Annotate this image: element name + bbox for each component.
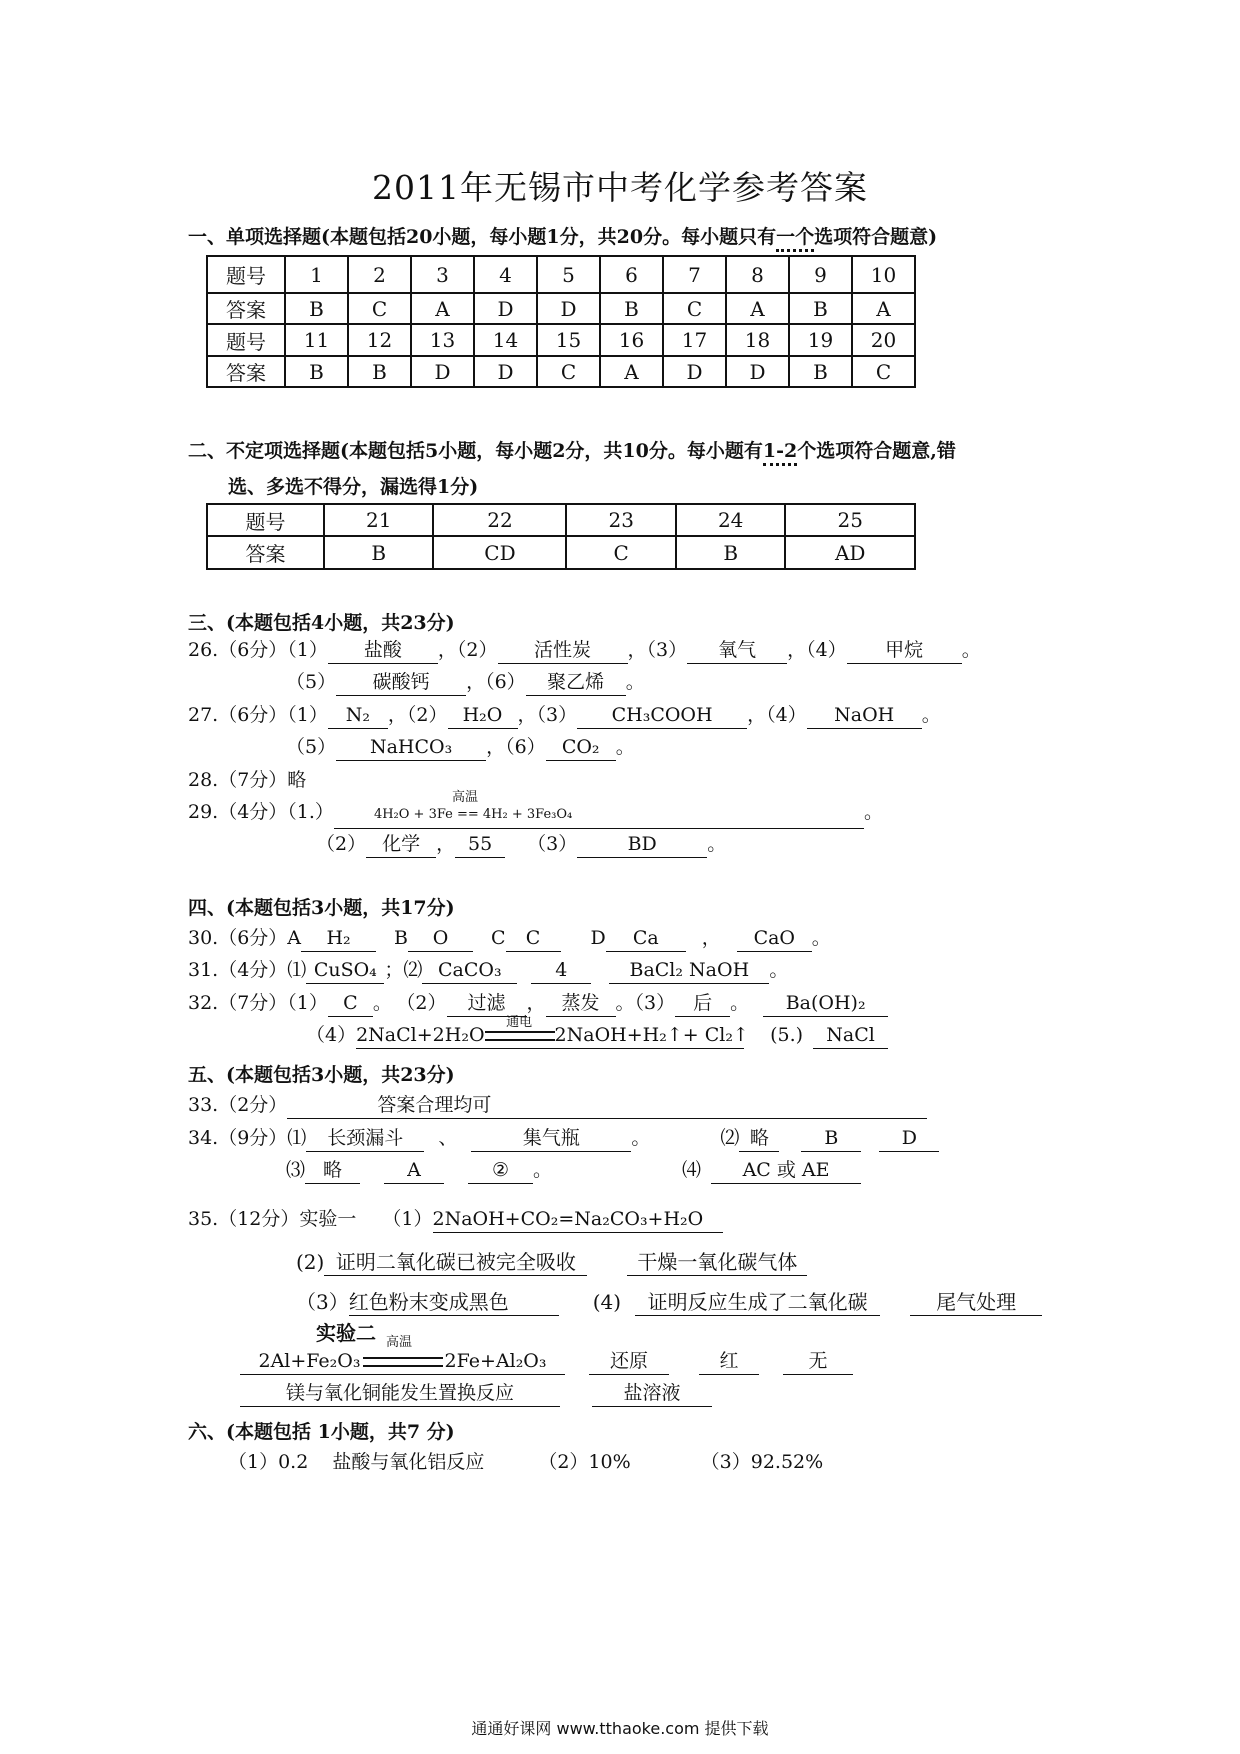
section1-heading-pre: 一、单项选择题(本题包括20小题，每小题1分，共20分。每小题只有 [188, 226, 777, 248]
answer-row-cell: D [474, 356, 537, 387]
answer-row-cell: B [348, 356, 411, 387]
section4-q32-s4: （4） [306, 1024, 357, 1046]
section3-q27-end2: 。 [615, 736, 635, 758]
section4-q32-eq-right: 2NaOH+H₂↑+ Cl₂↑ [554, 1024, 749, 1046]
question-28: 28.（7分）略 [188, 769, 307, 791]
answer-29-1 [334, 790, 864, 829]
answer-34-4: B [801, 1125, 861, 1152]
section4-q30-d: D [590, 927, 606, 949]
section5-q35-s3: （3） [296, 1290, 349, 1314]
section5-q35-cond: 高温 [386, 1335, 413, 1350]
answer-32-1: C [328, 990, 373, 1017]
answer-27-3: CH₃COOH [577, 702, 747, 729]
answer-34-2: 集气瓶 [471, 1125, 631, 1152]
section5-q34-end: 。 [631, 1127, 651, 1149]
answer-30-a: H₂ [301, 925, 376, 952]
answer-row-label: 答案 [207, 536, 324, 569]
answer-27-2: H₂O [448, 702, 518, 729]
answer-34-6: 略 [305, 1157, 360, 1184]
question-number-row-cell: 21 [324, 504, 433, 536]
section4-q32-sep: ， [526, 992, 546, 1014]
answer-27-5: NaHCO₃ [336, 734, 486, 761]
section6-s3: （3）92.52% [700, 1451, 824, 1473]
section4-q30-end: 。 [811, 927, 831, 949]
answer-row-cell: CD [433, 536, 566, 569]
answer-row-cell: A [411, 293, 474, 324]
answer-row-cell: AD [785, 536, 915, 569]
answer-row-cell: B [285, 356, 348, 387]
section3-q27-s3: ，（3） [517, 704, 578, 726]
answer-row-cell: A [852, 293, 915, 324]
section4-q32-s5: (5.) [770, 1024, 804, 1046]
question-number-row [207, 504, 915, 536]
question-number-row-cell: 9 [789, 256, 852, 293]
question-number-row-cell: 16 [600, 324, 663, 356]
answer-35-11: 镁与氧化铜能发生置换反应 [240, 1380, 560, 1407]
answer-row-cell: D [663, 356, 726, 387]
section5-q35-eq-left: 2Al+Fe₂O₃ [258, 1350, 361, 1372]
answer-32-5: Ba(OH)₂ [763, 990, 888, 1017]
question-number-row-cell: 10 [852, 256, 915, 293]
question-number-row-cell: 13 [411, 324, 474, 356]
section3-q26-label: 26.（6分）（1） [188, 639, 328, 661]
reaction-equals-sign-2 [363, 1357, 443, 1367]
section4-q32-end3: 。 [730, 992, 750, 1014]
section3-q27-s6: ，（6） [486, 736, 546, 758]
section3-q29-sep: ， [436, 833, 456, 855]
section2-answer-table [206, 503, 916, 570]
question-number-row-label: 题号 [207, 504, 324, 536]
section3-q26-s4: ，（4） [787, 639, 847, 661]
question-number-row-cell: 17 [663, 324, 726, 356]
section3-q29-end: 。 [863, 801, 883, 823]
question-27 [188, 700, 941, 730]
answer-35-5: 证明反应生成了二氧化碳 [635, 1289, 880, 1316]
section5-q34-end2: 。 [533, 1159, 553, 1181]
section3-q26-end2: 。 [625, 671, 645, 693]
answer-32-4: 后 [675, 990, 730, 1017]
question-32 [188, 988, 888, 1018]
question-35-2 [296, 1247, 807, 1277]
answer-35-7 [240, 1348, 565, 1375]
answer-27-1: N₂ [328, 702, 388, 729]
section5-q34-s4: ⑷ [682, 1159, 702, 1181]
question-number-row-cell: 14 [474, 324, 537, 356]
question-number-row-cell: 1 [285, 256, 348, 293]
answer-row-cell: C [663, 293, 726, 324]
section5-q33-label: 33.（2分） [188, 1094, 288, 1116]
question-34 [188, 1123, 939, 1153]
question-35-exp2 [240, 1346, 853, 1376]
answer-26-2: 活性炭 [498, 637, 628, 664]
section4-q32-end1: 。 [372, 992, 392, 1014]
question-31 [188, 955, 788, 985]
section4-q32-cond: 通电 [506, 1015, 533, 1030]
answer-35-8: 还原 [589, 1348, 669, 1375]
question-number-row [207, 256, 915, 293]
section5-heading: 五、(本题包括3小题，共23分) [188, 1064, 455, 1086]
question-26 [188, 635, 981, 665]
question-number-row-cell: 11 [285, 324, 348, 356]
page-title: 2011年无锡市中考化学参考答案 [372, 168, 868, 207]
section3-q29-end2: 。 [707, 833, 727, 855]
answer-32-2: 过滤 [447, 990, 527, 1017]
answer-32-3: 蒸发 [546, 990, 616, 1017]
section3-q27-end: 。 [921, 704, 941, 726]
answer-row-cell: A [600, 356, 663, 387]
answer-31-2: CaCO₃ [422, 957, 517, 984]
section4-q31-end: 。 [769, 959, 789, 981]
section4-q32-s2: （2） [405, 992, 447, 1014]
question-number-row-cell: 3 [411, 256, 474, 293]
question-number-row-cell: 22 [433, 504, 566, 536]
question-number-row-cell: 12 [348, 324, 411, 356]
question-number-row-cell: 2 [348, 256, 411, 293]
question-number-row-cell: 15 [537, 324, 600, 356]
section3-q26-end: 。 [961, 639, 981, 661]
section4-q30-c: C [491, 927, 506, 949]
section1-heading-dots: 一个 [776, 226, 814, 252]
answer-27-6: CO₂ [546, 734, 616, 761]
section3-q29-s2: （2） [316, 833, 367, 855]
answer-26-4: 甲烷 [847, 637, 962, 664]
answer-26-1: 盐酸 [328, 637, 438, 664]
answer-32-6 [356, 1015, 749, 1049]
answer-35-12: 盐溶液 [592, 1380, 712, 1407]
section3-q27-s2: ，（2） [387, 704, 448, 726]
section3-q26-s3: ，（3） [627, 639, 688, 661]
section4-q32-eq-left: 2NaCl+2H₂O [356, 1024, 485, 1046]
section3-q29-cond: 高温 [451, 790, 478, 805]
answer-31-1: CuSO₄ [306, 957, 384, 984]
answer-31-4: BaCl₂ NaOH [609, 957, 769, 984]
answer-row-cell: C [537, 356, 600, 387]
answer-32-7: NaCl [813, 1022, 888, 1049]
answer-30-e: CaO [737, 925, 812, 952]
question-33 [188, 1090, 927, 1120]
answer-row-cell: B [324, 536, 433, 569]
answer-26-6: 聚乙烯 [526, 669, 626, 696]
section5-q34-sep: 、 [438, 1127, 458, 1149]
question-number-row-cell: 18 [726, 324, 789, 356]
section4-q30-sep: ， [701, 927, 721, 949]
answer-34-5: D [879, 1125, 939, 1152]
answer-26-3: 氧气 [687, 637, 787, 664]
answer-30-d: Ca [606, 925, 686, 952]
section1-answer-table [206, 255, 916, 388]
answer-31-3: 4 [531, 957, 591, 984]
section5-q34-s3: ⑶ [286, 1159, 306, 1181]
section3-q26-s5: （5） [286, 671, 337, 693]
section3-q27-label: 27.（6分）（1） [188, 704, 328, 726]
question-number-row-cell: 24 [676, 504, 785, 536]
answer-row [207, 293, 915, 324]
answer-row-cell: B [789, 356, 852, 387]
section5-q35-label: 35.（12分）实验一 [188, 1208, 357, 1230]
answer-30-c: C [506, 925, 561, 952]
question-26-cont [286, 667, 645, 697]
section3-q27-s5: （5） [286, 736, 337, 758]
answer-26-5: 碳酸钙 [336, 669, 466, 696]
answer-35-2: 证明二氧化碳已被完全吸收 [324, 1249, 587, 1276]
answer-row [207, 536, 915, 569]
answer-row-cell: D [726, 356, 789, 387]
question-number-row-cell: 4 [474, 256, 537, 293]
answer-row-label: 答案 [207, 356, 285, 387]
section4-q31-label: 31.（4分）⑴ [188, 959, 307, 981]
section4-q31-s2: ；⑵ [384, 959, 423, 981]
section3-q29-label: 29.（4分）（1.） [188, 801, 334, 823]
answer-27-4: NaOH [807, 702, 922, 729]
answer-35-3: 干燥一氧化碳气体 [627, 1249, 807, 1276]
section5-q35-s2: (2) [296, 1250, 325, 1274]
question-29 [188, 790, 883, 829]
section2-heading [188, 436, 956, 463]
footer-source: 通通好课网 www.tthaoke.com 提供下载 [471, 1719, 769, 1738]
question-35-exp2-cont [240, 1378, 712, 1408]
question-34-cont [286, 1155, 861, 1185]
question-number-row-cell: 20 [852, 324, 915, 356]
answer-row-cell: D [537, 293, 600, 324]
answer-row-cell: B [676, 536, 785, 569]
answer-29-2: 化学 [366, 831, 436, 858]
section5-q35-s1: （1） [382, 1208, 433, 1230]
section4-q30-label: 30.（6分）A [188, 927, 302, 949]
answer-35-9: 红 [699, 1348, 759, 1375]
answer-row-label: 答案 [207, 293, 285, 324]
answer-row-cell: C [348, 293, 411, 324]
section1-heading [188, 222, 937, 249]
answer-34-1: 长颈漏斗 [306, 1125, 424, 1152]
section6-heading: 六、(本题包括 1小题，共7 分) [188, 1421, 455, 1443]
section3-q29-s3: （3） [527, 833, 578, 855]
answer-row-cell: D [411, 356, 474, 387]
question-number-row-cell: 19 [789, 324, 852, 356]
section3-q27-s4: ，（4） [747, 704, 807, 726]
section5-q33-a1: 答案合理均可 [377, 1094, 492, 1116]
answer-row-cell: D [474, 293, 537, 324]
section4-q32-s3: 。（3） [615, 992, 676, 1014]
section3-q26-s6: ，（6） [466, 671, 526, 693]
answer-row-cell: C [852, 356, 915, 387]
answer-36-1: 盐酸与氧化铝反应 [332, 1451, 485, 1473]
question-35 [188, 1204, 723, 1234]
question-number-row-cell: 25 [785, 504, 915, 536]
question-35-3 [296, 1287, 1042, 1317]
answer-row-cell: B [600, 293, 663, 324]
section2-heading-dots: 1-2 [763, 440, 797, 466]
answer-34-7: A [384, 1157, 444, 1184]
question-number-row-cell: 8 [726, 256, 789, 293]
section3-q26-s2: ，（2） [437, 639, 498, 661]
question-number-row-cell: 7 [663, 256, 726, 293]
question-36 [228, 1447, 823, 1477]
answer-35-1: 2NaOH+CO₂=Na₂CO₃+H₂O [433, 1206, 723, 1233]
question-29-cont [316, 829, 726, 859]
section5-q34-label: 34.（9分）⑴ [188, 1127, 307, 1149]
section5-q34-s2: ⑵ [720, 1127, 740, 1149]
answer-34-3: 略 [739, 1125, 779, 1152]
section5-q35-eq-right: 2Fe+Al₂O₃ [444, 1350, 547, 1372]
answer-row [207, 356, 915, 387]
section5-q35-s4: (4) [592, 1290, 622, 1314]
answer-row-cell: C [566, 536, 675, 569]
question-number-row [207, 324, 915, 356]
answer-35-4: 红色粉末变成黑色 [349, 1289, 559, 1316]
section4-heading: 四、(本题包括3小题，共17分) [188, 897, 455, 919]
answer-34-9: AC 或 AE [711, 1157, 861, 1184]
answer-34-8: ② [468, 1157, 533, 1184]
section6-s2: （2）10% [538, 1451, 631, 1473]
section3-heading: 三、(本题包括4小题，共23分) [188, 612, 455, 634]
question-27-cont [286, 732, 635, 762]
answer-row-cell: B [789, 293, 852, 324]
section2-heading-line2: 选、多选不得分，漏选得1分) [228, 476, 479, 498]
answer-row-cell: B [285, 293, 348, 324]
question-number-row-cell: 5 [537, 256, 600, 293]
question-32-cont [306, 1015, 888, 1050]
answer-29-3: 55 [455, 831, 505, 858]
section5-q35-exp2: 实验二 [316, 1321, 376, 1345]
question-number-row-label: 题号 [207, 324, 285, 356]
section6-s1: （1）0.2 [228, 1451, 309, 1473]
section2-heading-post: 个选项符合题意,错 [797, 440, 956, 462]
answer-33 [287, 1092, 927, 1119]
question-number-row-cell: 23 [566, 504, 675, 536]
answer-row-cell: A [726, 293, 789, 324]
section4-q30-b: B [394, 927, 408, 949]
section3-q29-eq: 4H₂O + 3Fe == 4H₂ + 3Fe₃O₄ [373, 807, 573, 822]
section2-heading-pre: 二、不定项选择题(本题包括5小题，每小题2分，共10分。每小题有 [188, 440, 763, 462]
question-number-row-label: 题号 [207, 256, 285, 293]
answer-29-4: BD [577, 831, 707, 858]
question-number-row-cell: 6 [600, 256, 663, 293]
question-30 [188, 923, 831, 953]
answer-35-10: 无 [783, 1348, 853, 1375]
answer-35-6: 尾气处理 [910, 1289, 1042, 1316]
section1-heading-post: 选项符合题意) [814, 226, 938, 248]
answer-30-b: O [408, 925, 473, 952]
section4-q32-label: 32.（7分）（1） [188, 992, 328, 1014]
